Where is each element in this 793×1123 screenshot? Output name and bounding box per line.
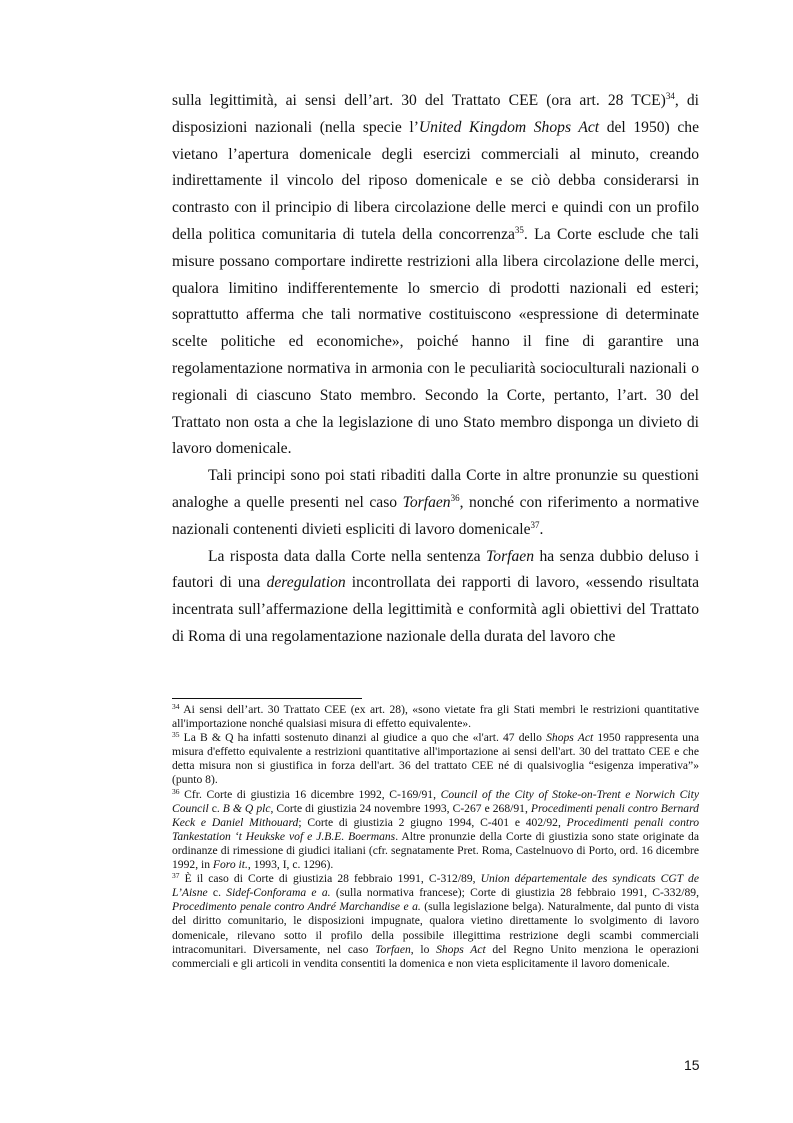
text-run: incontrollata dei rapporti di lavoro, «essendo risultata incentrata sull’affermazione della legittimità e conformità agli obiettivi del Trattato di Roma di una regolamentazione nazionale della durata del lavoro che xyxy=(172,574,699,645)
italic-run: United Kingdom Shops Act xyxy=(418,118,600,136)
footnote-text: , lo xyxy=(410,942,437,956)
italic-run: Procedimenti penali contro Bernard Keck e Daniel Mithouard xyxy=(172,801,699,829)
italic-run: Torfaen xyxy=(402,493,451,511)
footnote-34 xyxy=(172,703,699,731)
italic-run: B & Q plc xyxy=(222,801,271,815)
page-number: 15 xyxy=(684,1057,700,1073)
italic-run: Shops Act xyxy=(436,942,486,956)
italic-run: Procedimenti penali contro Tankestation ‘t Heukske vof e J.B.E. Boermans xyxy=(172,815,699,843)
footnote-text: c. xyxy=(208,801,223,815)
italic-run: Torfaen xyxy=(486,547,535,565)
footnote-text: 1950 rappresenta una misura d'effetto equivalente a restrizioni quantitative all'importazione ai sensi dell'art. 30 del trattato CEE e che detta misura non si giustifica in forza dell'art. 36 del trattato CEE né di qualsivoglia “esigenza imperativa”» (punto 8). xyxy=(172,731,699,787)
text-run: , di disposizioni nazionali (nella specie l’ xyxy=(172,92,699,136)
text-run: ha senza dubbio deluso i fautori di una xyxy=(172,547,699,592)
text-run: . La Corte esclude che tali misure possano comportare indirette restrizioni alla libera circolazione delle merci, qualora limitino indifferentemente lo smercio di prodotti nazionali ed esteri; soprattutto afferma che tali normative costituiscono «espressione di determinate scelte politiche ed economiche», poiché hanno il fine di garantire una regolamentazione normativa in armonia con le peculiarità socioculturali nazionali o regionali di ciascuno Stato membro. Secondo la Corte, pertanto, l’art. 30 del Trattato non osta a che la legislazione di uno Stato membro disponga un divieto di lavoro domenicale. xyxy=(172,225,699,458)
footnote-text: del Regno Unito menziona le operazioni commerciali e gli articoli in vendita consentiti la domenica e non vieta esplicitamente il lavoro domenicale. xyxy=(172,942,699,970)
paragraph-2 xyxy=(172,463,699,543)
italic-run: deregulation xyxy=(266,574,346,592)
footnote-text: . Altre pronunzie della Corte di giustizia sono state originate da ordinanze di rimessione di giudici italiani (cfr. segnatamente Pret. Roma, Castelnuovo di Porto, ord. 16 dicembre 1992, in xyxy=(172,829,699,872)
footnote-text: Ai sensi dell’art. 30 Trattato CEE (ex art. 28), «sono vietate fra gli Stati membri le restrizioni quantitative all'importazione nonché qualsiasi misura di effetto equivalente». xyxy=(172,703,699,731)
footnote-number: 34 xyxy=(172,702,180,711)
paragraph-1 xyxy=(172,88,699,463)
footnote-text: (sulla normativa francese); Corte di giustizia 28 febbraio 1991, C-332/89, xyxy=(330,886,699,900)
footnote-text: Cfr. Corte di giustizia 16 dicembre 1992, C-169/91, xyxy=(179,787,441,801)
text-run: Tali principi sono poi stati ribaditi dalla Corte in altre pronunzie su questioni analoghe a quelle presenti nel caso xyxy=(172,467,699,511)
footnote-separator xyxy=(172,698,362,699)
paragraph-3 xyxy=(172,544,699,651)
text-run: . xyxy=(539,520,544,538)
main-text xyxy=(172,88,699,651)
italic-run: Sidef-Conforama e a. xyxy=(226,886,331,900)
footnote-text: , Corte di giustizia 24 novembre 1993, C-267 e 268/91, xyxy=(270,801,531,815)
italic-run: Shops Act xyxy=(546,731,594,745)
footnote-text: (sulla legislazione belga). Naturalmente, dal punto di vista del diritto comunitario, le disposizioni impugnate, qualora vietino direttamente lo svolgimento di lavoro domenicale, rilevano sotto il profilo della possibile illegittima restrizione degli scambi commerciali intracomunitari. Diversamente, nel caso xyxy=(172,900,699,956)
footnote-ref-35[interactable]: 35 xyxy=(514,224,524,235)
footnote-36 xyxy=(172,788,699,873)
footnote-ref-37[interactable]: 37 xyxy=(530,519,540,530)
italic-run: Torfaen xyxy=(375,942,411,956)
footnotes xyxy=(172,703,699,971)
footnote-35 xyxy=(172,731,699,787)
italic-run: Council of the City of Stoke-on-Trent e Norwich City Council xyxy=(172,787,699,815)
text-run: , nonché con riferimento a normative nazionali contenenti divieti espliciti di lavoro domenicale xyxy=(172,493,700,538)
footnote-number: 37 xyxy=(172,871,180,881)
footnote-text: È il caso di Corte di giustizia 28 febbraio 1991, C-312/89, xyxy=(179,872,481,886)
footnote-number: 36 xyxy=(172,786,180,796)
italic-run: Union départementale des syndicats CGT de L’Aisne xyxy=(172,872,699,900)
footnote-text: La B & Q ha infatti sostenuto dinanzi al giudice a quo che «l'art. 47 dello xyxy=(179,731,547,745)
footnote-ref-36[interactable]: 36 xyxy=(450,492,460,503)
text-run: La risposta data dalla Corte nella sentenza xyxy=(208,547,487,565)
text-run: sulla legittimità, ai sensi dell’art. 30 del Trattato CEE (ora art. 28 TCE) xyxy=(172,92,666,109)
italic-run: Procedimento penale contro André Marchandise e a. xyxy=(172,900,421,914)
footnote-ref-34[interactable]: 34 xyxy=(665,91,675,101)
footnote-text: ; Corte di giustizia 2 giugno 1994, C-401 e 402/92, xyxy=(298,815,567,829)
footnote-37 xyxy=(172,872,699,971)
italic-run: Foro it. xyxy=(212,858,248,872)
footnote-text: c. xyxy=(207,886,227,900)
text-run: del 1950) che vietano l’apertura domenicale degli esercizi commerciali al minuto, creando indirettamente il vincolo del riposo domenicale e se ciò debba considerarsi in contrasto con il principio di libera circolazione delle merci e quindi con un profilo della politica comunitaria di tutela della concorrenza xyxy=(172,118,699,243)
footnote-text: , 1993, I, c. 1296). xyxy=(247,858,334,872)
footnote-number: 35 xyxy=(172,730,180,740)
